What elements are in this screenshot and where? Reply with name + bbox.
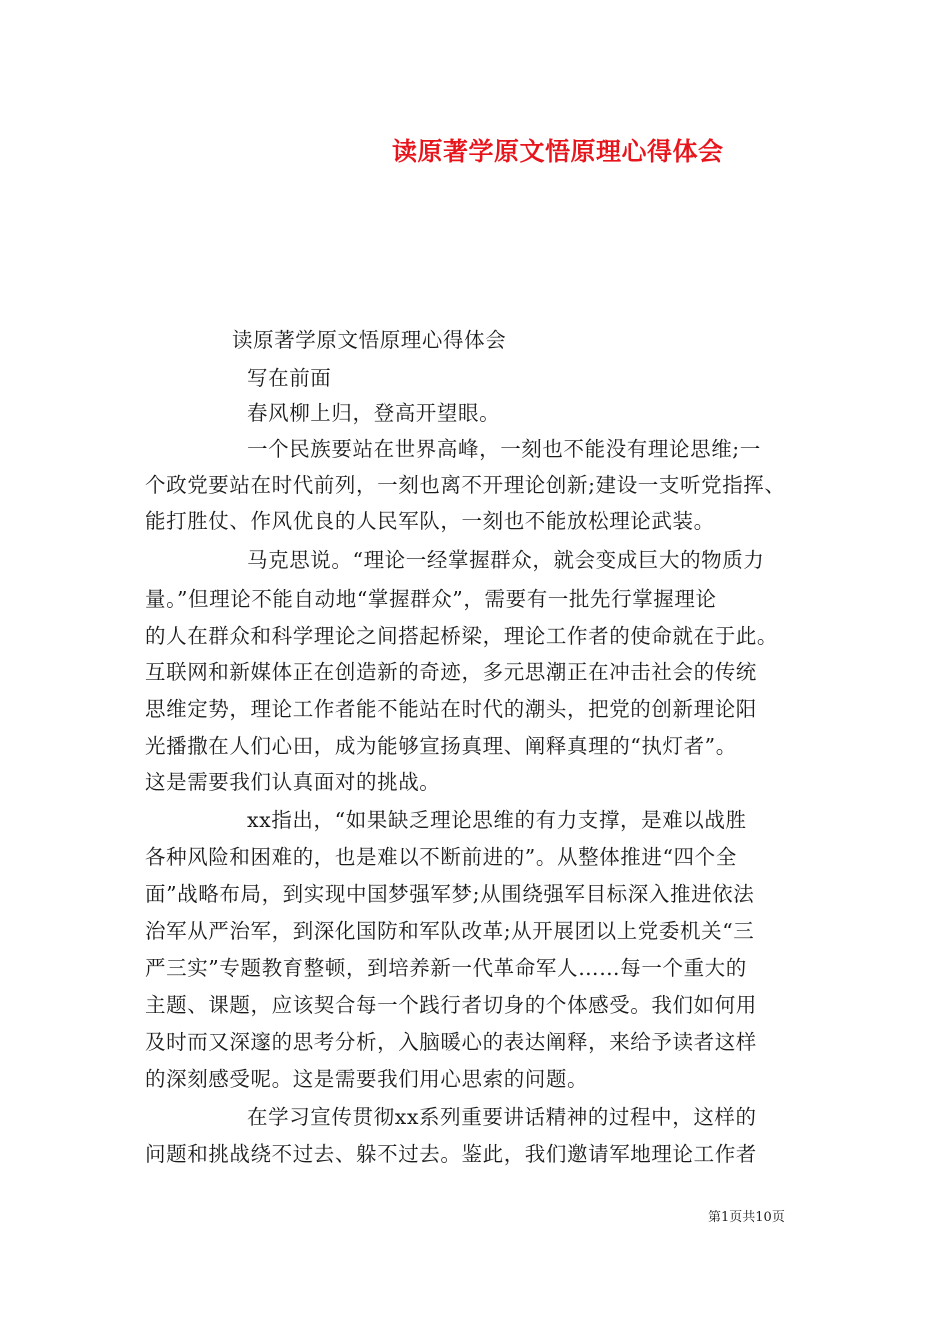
paragraph-line: 各种风险和困难的，也是难以不断前进的”。从整体推进“四个全 xyxy=(145,845,737,869)
paragraph-line: 一个民族要站在世界高峰，一刻也不能没有理论思维;一 xyxy=(247,437,761,461)
paragraph-line: 及时而又深邃的思考分析，入脑暖心的表达阐释，来给予读者这样 xyxy=(145,1030,757,1054)
paragraph-line: 面”战略布局，到实现中国梦强军梦;从围绕强军目标深入推进依法 xyxy=(145,882,755,906)
paragraph-line: xx指出，“如果缺乏理论思维的有力支撑，是难以战胜 xyxy=(247,808,747,832)
paragraph-line: 在学习宣传贯彻xx系列重要讲话精神的过程中，这样的 xyxy=(247,1105,757,1129)
paragraph-line: 问题和挑战绕不过去、躲不过去。鉴此，我们邀请军地理论工作者 xyxy=(145,1142,757,1166)
paragraph-line: 春风柳上归，登高开望眼。 xyxy=(247,401,501,425)
paragraph-line: 个政党要站在时代前列，一刻也离不开理论创新;建设一支听党指挥、 xyxy=(145,473,786,497)
paragraph-line: 治军从严治军，到深化国防和军队改革;从开展团以上党委机关“三 xyxy=(145,919,755,943)
paragraph-line: 严三实”专题教育整顿，到培养新一代革命军人……每一个重大的 xyxy=(145,956,747,980)
paragraph-line: 量。”但理论不能自动地“掌握群众”，需要有一批先行掌握理论 xyxy=(145,587,717,611)
paragraph-line: 能打胜仗、作风优良的人民军队，一刻也不能放松理论武装。 xyxy=(145,509,715,533)
paragraph-line: 马克思说。“理论一经掌握群众，就会变成巨大的物质力 xyxy=(247,548,765,572)
paragraph-line: 的人在群众和科学理论之间搭起桥梁，理论工作者的使命就在于此。 xyxy=(145,624,778,648)
paragraph-line: 思维定势，理论工作者能不能站在时代的潮头，把党的创新理论阳 xyxy=(145,697,757,721)
page-number-footer: 第1页共10页 xyxy=(708,1210,785,1225)
subtitle: 读原著学原文悟原理心得体会 xyxy=(232,328,507,352)
paragraph-line: 的深刻感受呢。这是需要我们用心思索的问题。 xyxy=(145,1067,589,1091)
paragraph-line: 光播撒在人们心田，成为能够宣扬真理、阐释真理的“执灯者”。 xyxy=(145,734,737,758)
page-title: 读原著学原文悟原理心得体会 xyxy=(392,137,724,166)
paragraph-line: 主题、课题，应该契合每一个践行者切身的个体感受。我们如何用 xyxy=(145,993,757,1017)
paragraph-line: 互联网和新媒体正在创造新的奇迹，多元思潮正在冲击社会的传统 xyxy=(145,660,757,684)
paragraph-line: 这是需要我们认真面对的挑战。 xyxy=(145,770,441,794)
paragraph-line: 写在前面 xyxy=(247,366,332,390)
